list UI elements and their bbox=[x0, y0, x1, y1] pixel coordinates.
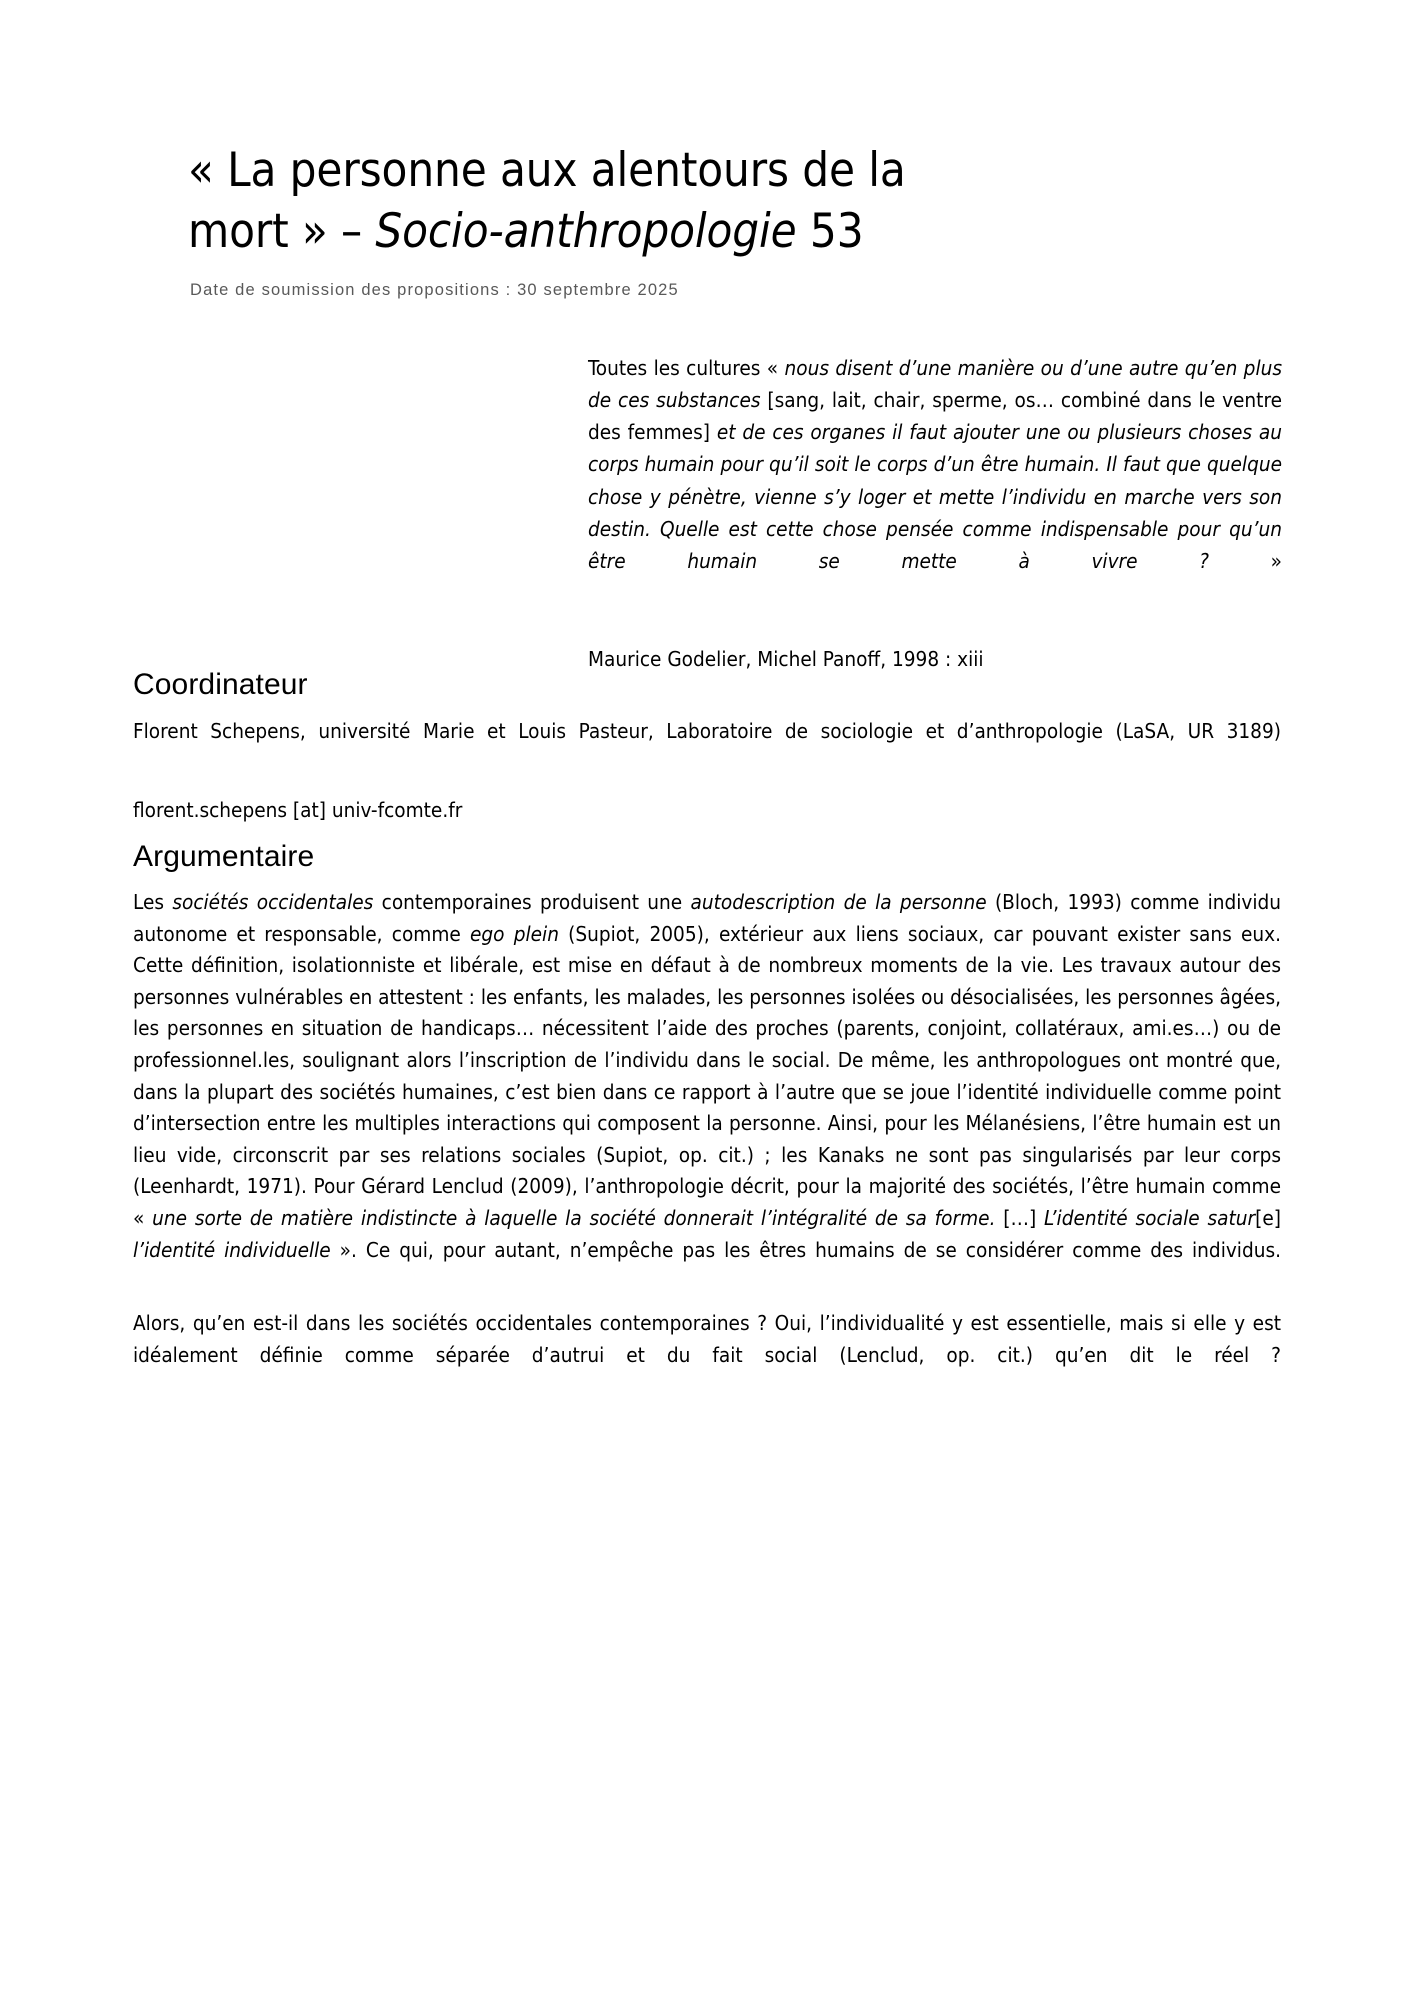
title-block bbox=[188, 140, 1148, 262]
submission-date-line: Date de soumission des propositions : 30 septembre 2025 bbox=[190, 281, 679, 299]
title-issue-number: 53 bbox=[796, 204, 864, 260]
coordinator-email: florent.schepens [at] univ-fcomte.fr bbox=[133, 798, 463, 822]
coordinator-affiliation: Florent Schepens, université Marie et Louis Pasteur, Laboratoire de sociologie et d’anthropologie (LaSA, UR 3189) bbox=[133, 719, 1281, 743]
epigraph-attribution: Maurice Godelier, Michel Panoff, 1998 : xiii bbox=[588, 647, 984, 671]
argumentaire-paragraph-1: Les sociétés occidentales contemporaines produisent une autodescription de la personne (Bloch, 1993) comme individu autonome et responsable, comme ego plein (Supiot, 2005), extérieur aux liens sociaux, car pouvant exister sans eux. Cette définition, isolationniste et libérale, est mise en défaut à de nombreux moments de la vie. Les travaux autour des personnes vulnérables en attestent : les enfants, les malades, les personnes isolées ou désocialisées, les personnes âgées, les personnes en situation de handicaps… nécessitent l’aide des proches (parents, conjoint, collatéraux, ami.es…) ou de professionnel.les, soulignant alors l’inscription de l’individu dans le social. De même, les anthropologues ont montré que, dans la plupart des sociétés humaines, c’est bien dans ce rapport à l’autre que se joue l’identité individuelle comme point d’intersection entre les multiples interactions qui composent la personne. Ainsi, pour les Mélanésiens, l’être humain est un lieu vide, circonscrit par ses relations sociales (Supiot, op. cit.) ; les Kanaks ne sont pas singularisés par leur corps (Leenhardt, 1971). Pour Gérard Lenclud (2009), l’anthropologie décrit, pour la majorité des sociétés, l’être humain comme « une sorte de matière indistincte à laquelle la société donnerait l’intégralité de sa forme. […] L’identité sociale satur[e] l’identité individuelle ». Ce qui, pour autant, n’empêche pas les êtres humains de se considérer comme des individus. bbox=[133, 890, 1282, 1262]
argumentaire-paragraph-2: Alors, qu’en est-il dans les sociétés occidentales contemporaines ? Oui, l’individualité y est essentielle, mais si elle y est idéalement définie comme séparée d’autrui et du fait social (Lenclud, op. cit.) qu’en dit le réel ? bbox=[133, 1311, 1281, 1367]
section-heading-coordinateur: Coordinateur bbox=[133, 668, 308, 701]
epigraph-block bbox=[588, 352, 1282, 675]
page-title bbox=[188, 140, 1148, 262]
epigraph-text: Toutes les cultures « nous disent d’une manière ou d’une autre qu’en plus de ces substances [sang, lait, chair, sperme, os… combiné dans le ventre des femmes] et de ces organes il faut ajouter une ou plusieurs choses au corps humain pour qu’il soit le corps d’un être humain. Il faut que quelque chose y pénètre, vienne s’y loger et mette l’individu en marche vers son destin. Quelle est cette chose pensée comme indispensable pour qu’un être humain se mette à vivre ? » bbox=[588, 356, 1283, 573]
title-line-1: « La personne aux alentours de la bbox=[188, 143, 906, 198]
section-heading-argumentaire: Argumentaire bbox=[133, 840, 315, 873]
title-journal-name: Socio-anthropologie bbox=[375, 204, 797, 260]
title-line-2-prefix: mort » – bbox=[188, 204, 376, 260]
